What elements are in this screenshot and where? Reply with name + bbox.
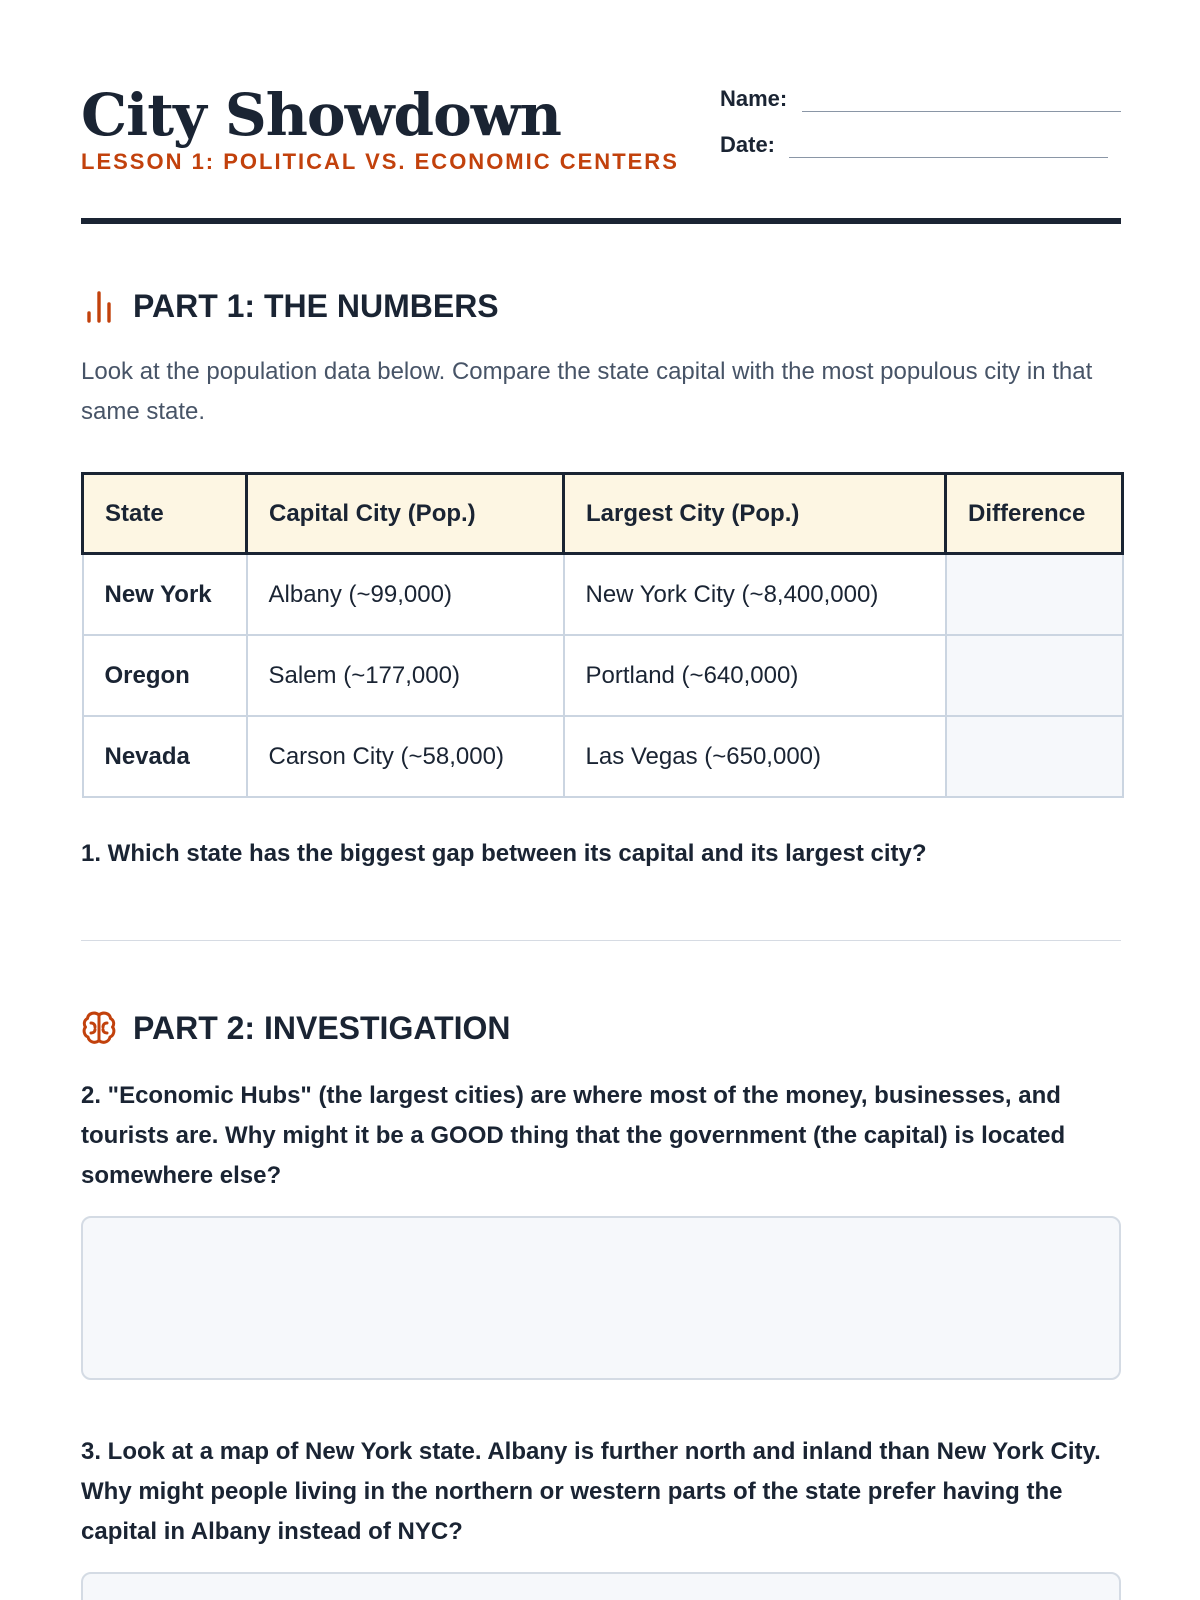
table-row — [83, 635, 1123, 716]
table-row — [83, 554, 1123, 636]
date-field[interactable] — [789, 157, 1108, 158]
part1-instructions: Look at the population data below. Compare the state capital with the most populous city in that same state. — [81, 358, 1093, 425]
largest-city-cell: Portland (~640,000) — [564, 635, 946, 716]
difference-input-cell[interactable] — [946, 635, 1123, 716]
column-header-largest: Largest City (Pop.) — [564, 474, 946, 554]
part1-heading — [81, 286, 1119, 326]
column-header-capital: Capital City (Pop.) — [247, 474, 564, 554]
state-cell: Nevada — [83, 716, 247, 797]
largest-city-cell: Las Vegas (~650,000) — [564, 716, 946, 797]
table-row — [83, 716, 1123, 797]
answer-box-question-2[interactable] — [81, 1216, 1121, 1380]
name-label: Name: — [720, 86, 788, 111]
state-cell: Oregon — [83, 635, 247, 716]
name-field[interactable] — [802, 111, 1121, 112]
question-3: 3. Look at a map of New York state. Albany is further north and inland than New York City. Why might people living in the northern or western parts of the state prefer having the capital in Albany instead of NYC? — [81, 1438, 1101, 1545]
capital-cell: Carson City (~58,000) — [247, 716, 564, 797]
largest-city-cell: New York City (~8,400,000) — [564, 554, 946, 636]
question-1: 1. Which state has the biggest gap between its capital and its largest city? — [81, 840, 927, 867]
brain-icon — [81, 1010, 117, 1046]
question-2: 2. "Economic Hubs" (the largest cities) are where most of the money, businesses, and tourists are. Why might it be a GOOD thing that the government (the capital) is located somewhere else? — [81, 1082, 1066, 1189]
section-divider — [81, 940, 1121, 941]
column-header-difference: Difference — [946, 474, 1123, 554]
table-header-row — [83, 474, 1123, 554]
student-info — [720, 82, 1119, 174]
lesson-subtitle: LESSON 1: POLITICAL VS. ECONOMIC CENTERS — [81, 149, 679, 174]
bar-chart-icon — [81, 288, 117, 324]
date-label: Date: — [720, 132, 776, 157]
capital-cell: Albany (~99,000) — [247, 554, 564, 636]
worksheet-header — [81, 82, 1119, 224]
name-row — [720, 82, 1119, 128]
column-header-state: State — [83, 474, 247, 554]
part1-title: PART 1: THE NUMBERS — [133, 288, 499, 324]
population-table — [81, 472, 1124, 798]
page-title: City Showdown — [81, 81, 561, 149]
capital-cell: Salem (~177,000) — [247, 635, 564, 716]
part2-title: PART 2: INVESTIGATION — [133, 1010, 511, 1046]
difference-input-cell[interactable] — [946, 554, 1123, 636]
answer-box-question-3[interactable] — [81, 1572, 1121, 1600]
date-row — [720, 128, 1119, 174]
difference-input-cell[interactable] — [946, 716, 1123, 797]
header-divider — [81, 218, 1121, 224]
part2-heading — [81, 1008, 1119, 1048]
state-cell: New York — [83, 554, 247, 636]
